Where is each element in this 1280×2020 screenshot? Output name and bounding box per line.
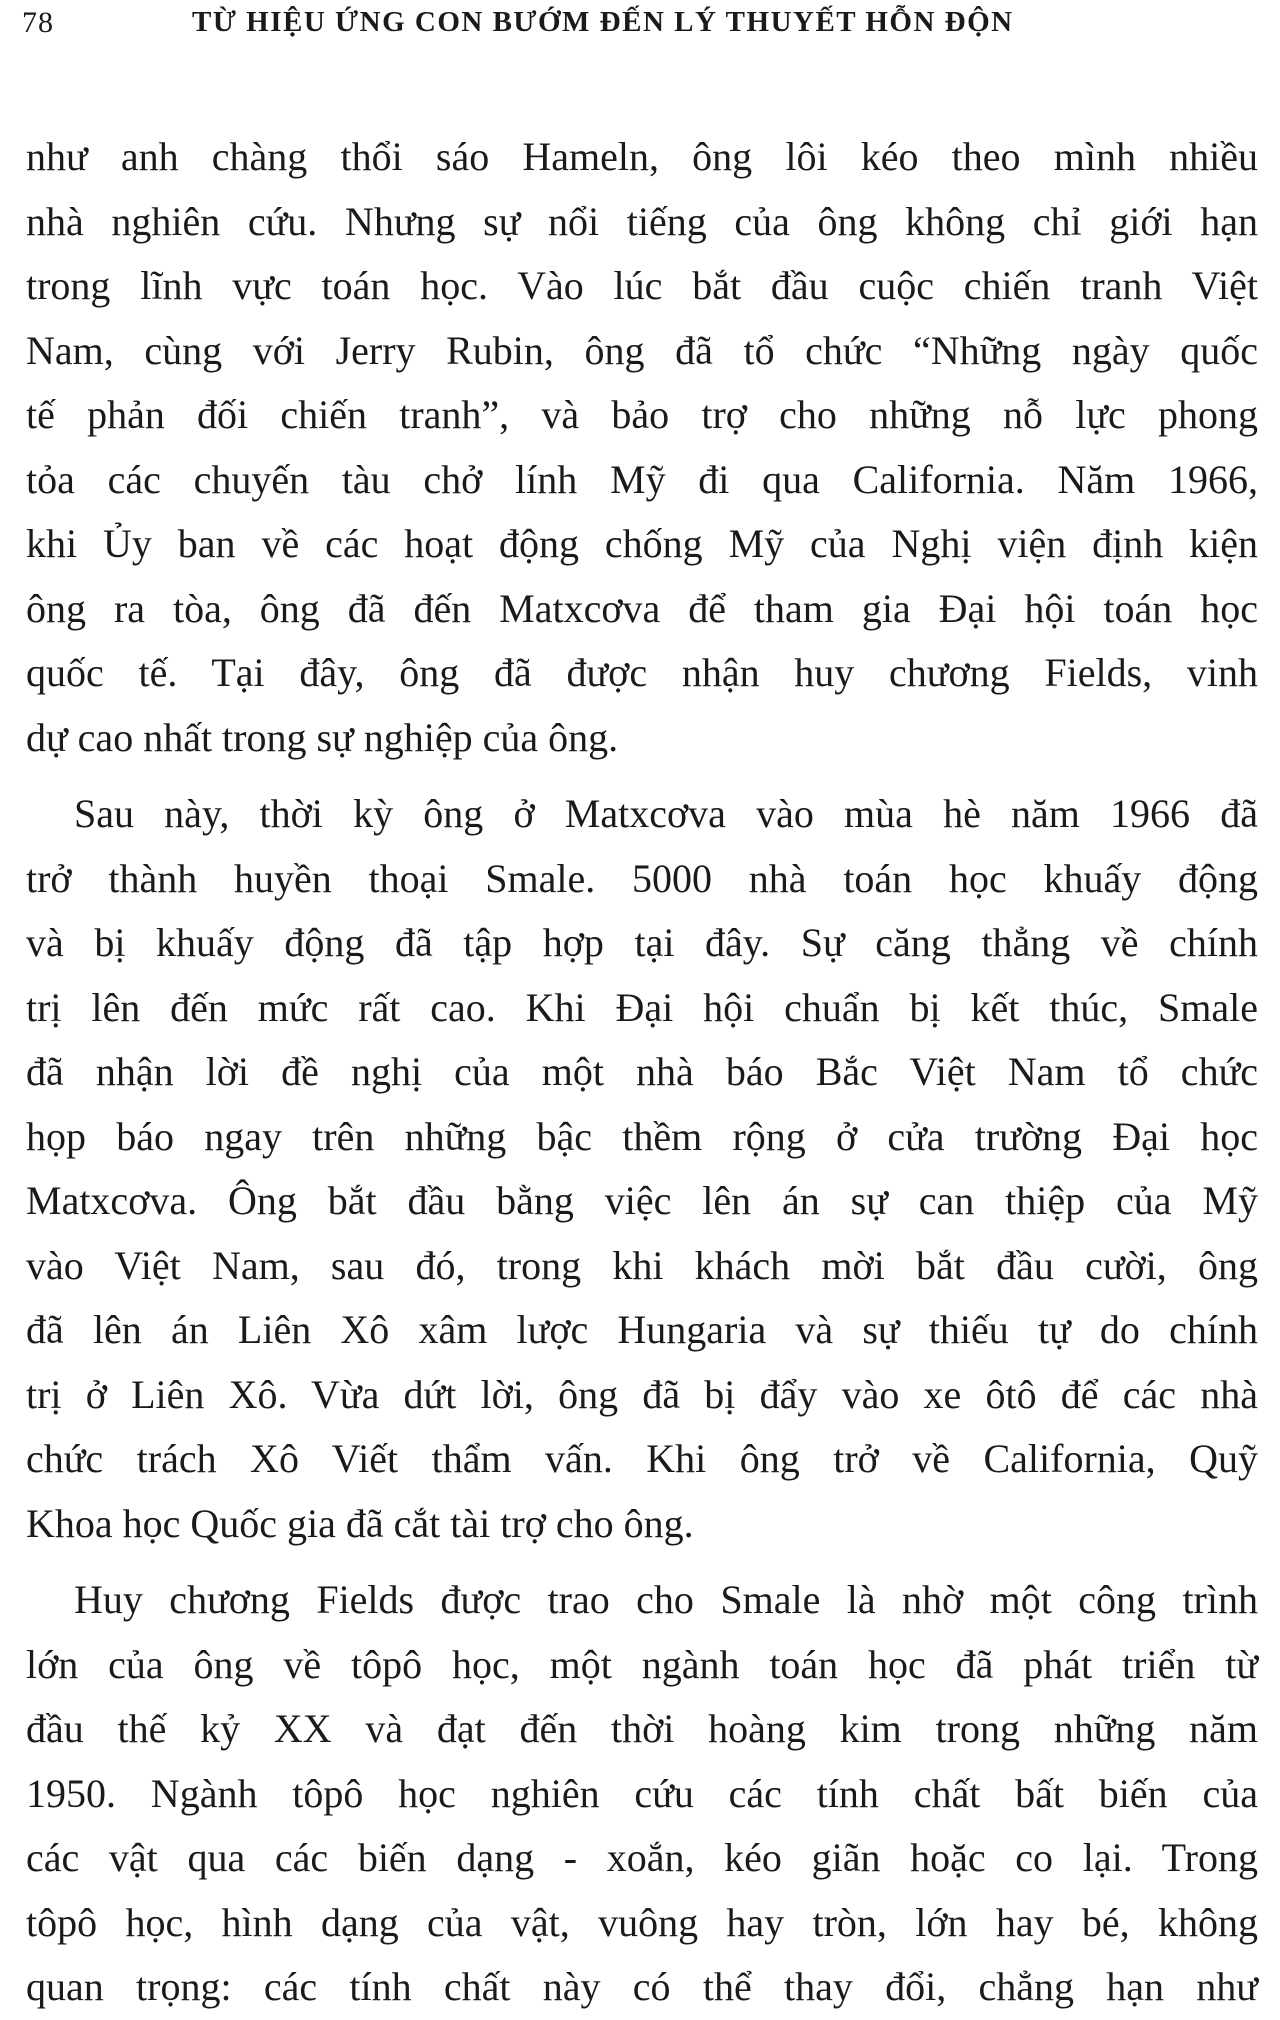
body-text	[26, 125, 1258, 2020]
text-line: Nam, cùng với Jerry Rubin, ông đã tổ chức “Những ngày quốc	[26, 327, 1258, 373]
text-line: vào Việt Nam, sau đó, trong khi khách mời bắt đầu cười, ông	[26, 1242, 1258, 1288]
text-line: 1950. Ngành tôpô học nghiên cứu các tính chất bất biến của	[26, 1770, 1258, 1816]
text-line: khi Ủy ban về các hoạt động chống Mỹ của Nghị viện định kiện	[26, 521, 1258, 566]
text-line: chức trách Xô Viết thẩm vấn. Khi ông trở về California, Quỹ	[26, 1436, 1258, 1481]
text-line: tế phản đối chiến tranh”, và bảo trợ cho những nỗ lực phong	[26, 392, 1258, 437]
text-line: họp báo ngay trên những bậc thềm rộng ở cửa trường Đại học	[26, 1113, 1258, 1159]
paragraph-3	[26, 1568, 1258, 2020]
page-number: 78	[22, 6, 54, 39]
text-line: Huy chương Fields được trao cho Smale là nhờ một công trình	[74, 1577, 1258, 1622]
text-line: như anh chàng thổi sáo Hameln, ông lôi kéo theo mình nhiều	[26, 134, 1258, 179]
chapter-title: TỪ HIỆU ỨNG CON BƯỚM ĐẾN LÝ THUYẾT HỖN ĐỘN	[192, 6, 1014, 38]
text-line: quan trọng: các tính chất này có thể thay đổi, chẳng hạn như	[26, 1964, 1258, 2009]
text-line: tỏa các chuyến tàu chở lính Mỹ đi qua California. Năm 1966,	[26, 456, 1258, 502]
text-line: nhà nghiên cứu. Nhưng sự nổi tiếng của ông không chỉ giới hạn	[26, 198, 1258, 244]
text-line: lớn của ông về tôpô học, một ngành toán học đã phát triển từ	[26, 1641, 1258, 1687]
text-line: tôpô học, hình dạng của vật, vuông hay tròn, lớn hay bé, không	[26, 1899, 1258, 1945]
text-line: ông ra tòa, ông đã đến Matxcơva để tham gia Đại hội toán học	[26, 585, 1258, 631]
text-line: dự cao nhất trong sự nghiệp của ông.	[26, 714, 619, 760]
text-line: đầu thế kỷ XX và đạt đến thời hoàng kim trong những năm	[26, 1706, 1258, 1751]
text-line: và bị khuấy động đã tập hợp tại đây. Sự căng thẳng về chính	[26, 920, 1258, 965]
text-line: các vật qua các biến dạng - xoắn, kéo giãn hoặc co lại. Trong	[26, 1835, 1258, 1880]
text-line: Matxcơva. Ông bắt đầu bằng việc lên án sự can thiệp của Mỹ	[26, 1178, 1258, 1223]
paragraph-2	[26, 782, 1258, 1556]
text-line: trị lên đến mức rất cao. Khi Đại hội chuẩn bị kết thúc, Smale	[26, 984, 1258, 1030]
text-line: Khoa học Quốc gia đã cắt tài trợ cho ông.	[26, 1500, 694, 1546]
text-line: đã nhận lời đề nghị của một nhà báo Bắc Việt Nam tổ chức	[26, 1049, 1258, 1094]
text-line: Sau này, thời kỳ ông ở Matxcơva vào mùa hè năm 1966 đã	[74, 791, 1258, 836]
paragraph-1	[26, 125, 1258, 770]
text-line: trong lĩnh vực toán học. Vào lúc bắt đầu cuộc chiến tranh Việt	[26, 263, 1258, 308]
text-line: trị ở Liên Xô. Vừa dứt lời, ông đã bị đẩy vào xe ôtô để các nhà	[26, 1371, 1258, 1417]
text-line: quốc tế. Tại đây, ông đã được nhận huy chương Fields, vinh	[26, 650, 1258, 695]
text-line: trở thành huyền thoại Smale. 5000 nhà toán học khuấy động	[26, 855, 1258, 901]
running-header	[22, 6, 1258, 50]
text-line: đã lên án Liên Xô xâm lược Hungaria và sự thiếu tự do chính	[26, 1307, 1258, 1352]
